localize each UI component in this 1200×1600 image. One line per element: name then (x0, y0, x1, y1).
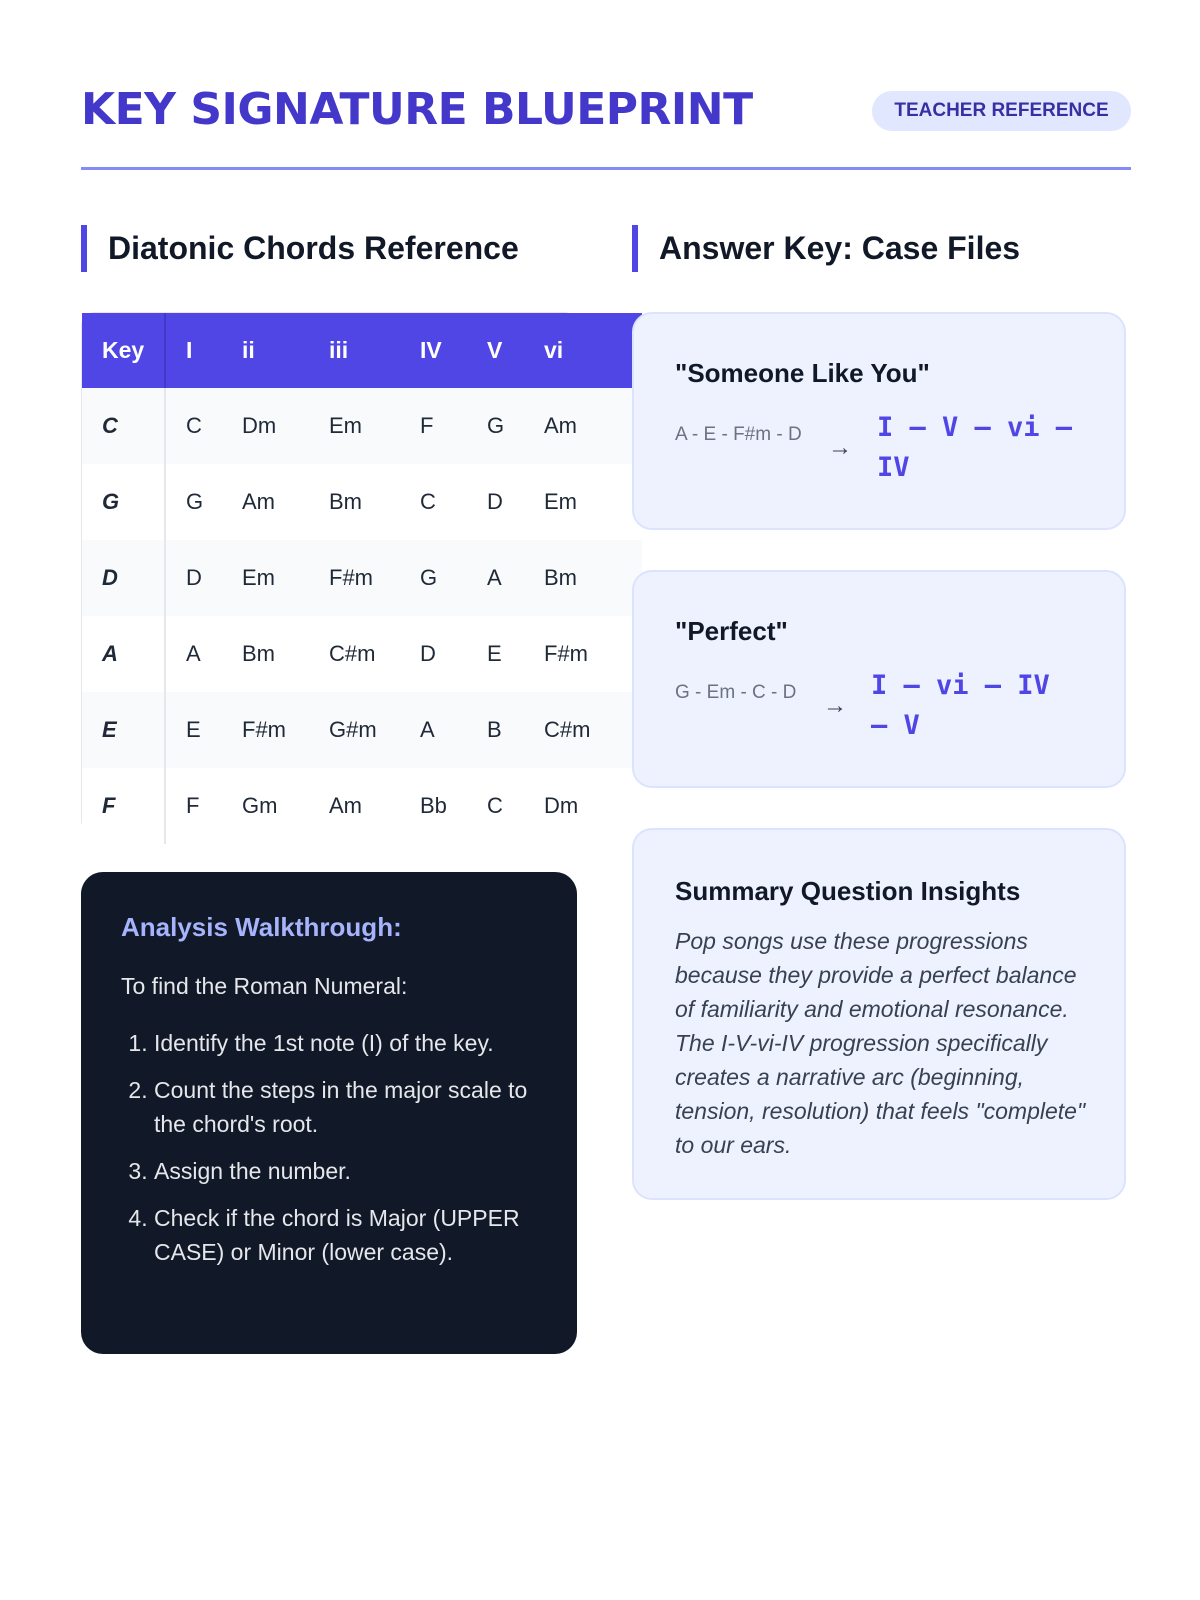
key-cell: C (82, 388, 165, 464)
walkthrough-title: Analysis Walkthrough: (121, 912, 402, 942)
case-file-card (632, 312, 1126, 530)
column-header-vi: vi (544, 337, 564, 363)
chord-sequence: A - E - F#m - D (675, 424, 802, 445)
chord-cell: A (420, 717, 435, 742)
chord-cell: F#m (544, 641, 588, 666)
chord-cell: F (420, 413, 434, 438)
summary-insights-card (632, 828, 1126, 1200)
answer-key-heading: Answer Key: Case Files (632, 225, 1020, 272)
key-cell: G (82, 464, 165, 540)
chord-cell: Em (242, 565, 275, 590)
chord-cell: F#m (329, 565, 373, 590)
chord-cell: E (186, 717, 201, 742)
table-row (82, 768, 642, 844)
chord-cell: D (487, 489, 503, 514)
chord-cell: C#m (544, 717, 591, 742)
table-header-row (82, 313, 642, 388)
key-cell: A (82, 616, 165, 692)
chord-cell: A (186, 641, 201, 666)
summary-body: Pop songs use these progressions because they provide a perfect balance of familiarity and emotional resonance. The I-V-vi-IV progression specifically creates a narrative arc (beginning, tension, resolution) that feels "complete" to our ears. (675, 928, 1086, 1158)
chord-cell: Bm (242, 641, 275, 666)
chord-cell: Bm (329, 489, 362, 514)
chord-cell: F (186, 793, 200, 818)
song-title: "Perfect" (675, 616, 788, 646)
chord-sequence: G - Em - C - D (675, 682, 797, 703)
analysis-walkthrough-panel (81, 872, 577, 1354)
chord-cell: Bm (544, 565, 577, 590)
page-header (81, 78, 1131, 170)
table-row (82, 616, 642, 692)
chord-cell: G (186, 489, 204, 514)
walkthrough-step: 2. Count the steps in the major scale to the chord's root. (154, 1073, 537, 1141)
chord-cell: G (420, 565, 438, 590)
diatonic-chords-heading: Diatonic Chords Reference (81, 225, 519, 272)
song-title: "Someone Like You" (675, 358, 930, 388)
chord-cell: Am (544, 413, 577, 438)
column-header-iii: iii (329, 337, 349, 363)
arrow-right-icon: → (828, 434, 852, 461)
chord-cell: Em (544, 489, 577, 514)
teacher-reference-badge: TEACHER REFERENCE (872, 91, 1131, 131)
roman-numeral-answer: I – V – vi – IV (877, 412, 1073, 483)
walkthrough-step: 4. Check if the chord is Major (UPPER CASE) or Minor (lower case). (154, 1201, 537, 1269)
page-title: KEY SIGNATURE BLUEPRINT (81, 84, 753, 135)
table-row (82, 464, 642, 540)
walkthrough-steps (121, 1026, 537, 1269)
chord-cell: E (487, 641, 502, 666)
chord-cell: Am (242, 489, 275, 514)
chord-cell: B (487, 717, 502, 742)
chord-cell: Em (329, 413, 362, 438)
chord-cell: D (186, 565, 202, 590)
chord-cell: Dm (242, 413, 277, 438)
column-header-v: V (487, 337, 503, 363)
chord-cell: F#m (242, 717, 286, 742)
table-row (82, 692, 642, 768)
column-header-ii: ii (242, 337, 255, 363)
chord-cell: G#m (329, 717, 377, 742)
summary-title: Summary Question Insights (675, 876, 1021, 906)
chord-cell: Gm (242, 793, 278, 818)
chord-cell: Am (329, 793, 362, 818)
chord-cell: D (420, 641, 436, 666)
walkthrough-step: 1. Identify the 1st note (I) of the key. (154, 1026, 537, 1060)
case-file-card (632, 570, 1126, 788)
key-cell: F (82, 768, 165, 844)
diatonic-chords-table (81, 312, 591, 834)
key-cell: D (82, 540, 165, 616)
walkthrough-step: 3. Assign the number. (154, 1154, 537, 1188)
column-header-key: Key (82, 313, 165, 388)
key-cell: E (82, 692, 165, 768)
chord-cell: Dm (544, 793, 579, 818)
column-header-i: I (186, 337, 193, 363)
chord-cell: Bb (420, 793, 447, 818)
chord-cell: C#m (329, 641, 376, 666)
chord-cell: A (487, 565, 502, 590)
chord-cell: G (487, 413, 505, 438)
chord-cell: C (487, 793, 503, 818)
chord-cell: C (186, 413, 202, 438)
arrow-right-icon: → (823, 692, 847, 719)
table-row (82, 540, 642, 616)
walkthrough-intro: To find the Roman Numeral: (121, 973, 408, 999)
table-row (82, 388, 642, 464)
chord-cell: C (420, 489, 436, 514)
roman-numeral-answer: I – vi – IV – V (871, 670, 1050, 741)
column-header-iv: IV (420, 337, 442, 363)
